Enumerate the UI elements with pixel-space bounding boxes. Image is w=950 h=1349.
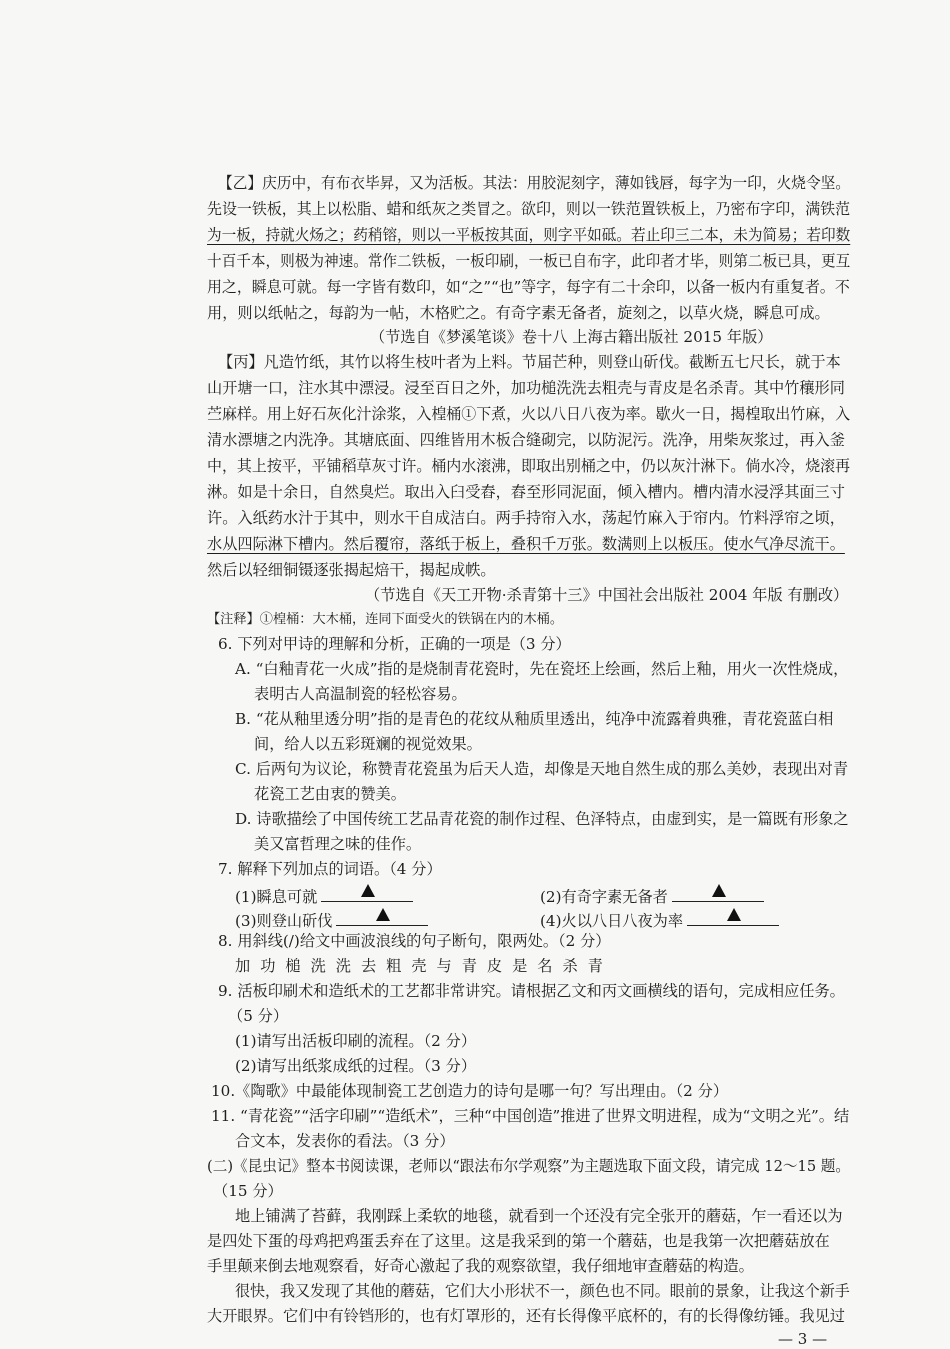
q6-option-a-cont: 表明古人高温制瓷的轻松容易。 — [254, 685, 467, 703]
section2-heading: (二)《昆虫记》整本书阅读课，老师以“跟法布尔学观察”为主题选取下面文段，请完成 12～15 题。 — [207, 1157, 851, 1175]
q6-option-a: A. “白釉青花一火成”指的是烧制青花瓷时，先在瓷坯上绘画，然后上釉，用火一次性烧成， — [235, 660, 849, 678]
passage-line-3: 手里颠来倒去地观察看，好奇心激起了我的观察欲望，我仔细地审查蘑菇的构造。 — [207, 1257, 754, 1275]
q6-option-d: D. 诗歌描绘了中国传统工艺品青花瓷的制作过程、色泽特点，由虚到实，是一篇既有形象之 — [235, 810, 849, 828]
q6-option-c: C. 后两句为议论，称赞青花瓷虽为后天人造，却像是天地自然生成的那么美妙，表现出对青 — [235, 760, 849, 778]
q6-option-d-cont: 美又富哲理之味的佳作。 — [254, 835, 422, 853]
bing-line-3: 苎麻样。用上好石灰化汁涂浆，入楻桶①下煮，火以八日八夜为率。歇火一日，揭楻取出竹麻，入 — [207, 405, 851, 423]
q9-sub-2: (2)请写出纸浆成纸的过程。（3 分） — [235, 1057, 477, 1075]
answer-blank[interactable] — [336, 907, 428, 926]
bing-source: （节选自《天工开物·杀青第十三》中国社会出版社 2004 年版 有删改） — [365, 586, 849, 604]
answer-blank[interactable] — [672, 883, 764, 902]
yi-line-6: 用，则以纸帖之，每韵为一帖，木格贮之。有奇字素无备者，旋刻之，以草火烧，瞬息可成。 — [207, 304, 830, 322]
page-number: — 3 — — [778, 1330, 828, 1348]
q8-sentence: 加功槌洗洗去粗壳与青皮是名杀青 — [235, 957, 613, 975]
q9-score: （5 分） — [228, 1007, 289, 1025]
yi-source: （节选自《梦溪笔谈》卷十八 上海古籍出版社 2015 年版） — [370, 328, 773, 346]
bing-line-7: 许。入纸药水汁于其中，则水干自成洁白。两手持帘入水，荡起竹麻入于帘内。竹料浮帘之顷， — [207, 509, 845, 527]
bing-line-8: 水从四际淋下槽内。然后覆帘，落纸于板上，叠积千万张。数满则上以板压。使水气净尽流干。 — [207, 535, 845, 553]
passage-line-2: 是四处下蛋的母鸡把鸡蛋丢弃在了这里。这是我采到的第一个蘑菇，也是我第一次把蘑菇放在 — [207, 1232, 830, 1250]
q6-option-b-cont: 间，给人以五彩斑斓的视觉效果。 — [254, 735, 482, 753]
q7-item-3 — [235, 907, 432, 931]
passage-line-1: 地上铺满了苔藓，我刚踩上柔软的地毯，就看到一个还没有完全张开的蘑菇，乍一看还以为 — [235, 1207, 843, 1225]
q6-option-c-cont: 花瓷工艺由衷的赞美。 — [254, 785, 406, 803]
section2-score: （15 分） — [213, 1182, 283, 1200]
passage-line-4: 很快，我又发现了其他的蘑菇，它们大小形状不一，颜色也不同。眼前的景象，让我这个新手 — [235, 1282, 850, 1300]
q9-stem: 9. 活板印刷术和造纸术的工艺都非常讲究。请根据乙文和丙文画横线的语句，完成相应任务。 — [218, 982, 845, 1000]
triangle-icon — [712, 884, 726, 897]
q6-stem: 6. 下列对甲诗的理解和分析，正确的一项是（3 分） — [218, 635, 571, 653]
q11-line-2: 合文本，发表你的看法。（3 分） — [235, 1132, 455, 1150]
q6-option-b: B. “花从釉里透分明”指的是青色的花纹从釉质里透出，纯净中流露着典雅，青花瓷蓝白相 — [235, 710, 834, 728]
q7-stem: 7. 解释下列加点的词语。（4 分） — [218, 860, 442, 878]
yi-line-3: 为一板，持就火炀之；药稍镕，则以一平板按其面，则字平如砥。若止印三二本，未为简易；若印数 — [207, 226, 851, 244]
q7-item-2-label: (2)有奇字素无备者 — [540, 888, 668, 906]
bing-line-1: 【丙】凡造竹纸，其竹以将生枝叶者为上料。节届芒种，则登山斫伐。截断五七尺长，就于本 — [218, 353, 841, 371]
q11-line-1: 11. “青花瓷”“活字印刷”“造纸术”，三种“中国创造”推进了世界文明进程，成为“文明之光”。结 — [211, 1107, 850, 1125]
q7-item-3-label: (3)则登山斫伐 — [235, 912, 333, 930]
q7-item-1-label: (1)瞬息可就 — [235, 888, 318, 906]
answer-blank[interactable] — [321, 883, 413, 902]
q8-stem: 8. 用斜线(/)给文中画波浪线的句子断句，限两处。（2 分） — [218, 932, 611, 950]
bing-line-6: 淋。如是十余日，自然臭烂。取出入臼受舂，舂至形同泥面，倾入槽内。槽内清水浸浮其面三寸 — [207, 483, 845, 501]
q7-item-4 — [540, 907, 783, 931]
bing-line-5: 中，其上按平，平铺稻草灰寸许。桶内水滚沸，即取出别桶之中，仍以灰汁淋下。倘水冷，烧滚再 — [207, 457, 851, 475]
yi-line-4: 十百千本，则极为神速。常作二铁板，一板印刷，一板已自布字，此印者才毕，则第二板已具，更互 — [207, 252, 851, 270]
q7-item-1 — [235, 883, 417, 907]
triangle-icon — [376, 908, 390, 921]
yi-line-5: 用之，瞬息可就。每一字皆有数印，如“之”“也”等字，每字有二十余印，以备一板内有重复者。不 — [207, 278, 850, 296]
q7-item-2 — [540, 883, 768, 907]
bing-line-4: 清水漂塘之内洗净。其塘底面、四维皆用木板合缝砌完，以防泥污。洗净，用柴灰浆过，再入釜 — [207, 431, 845, 449]
q9-sub-1: (1)请写出活板印刷的流程。（2 分） — [235, 1032, 477, 1050]
triangle-icon — [727, 908, 741, 921]
answer-blank[interactable] — [687, 907, 779, 926]
yi-line-2: 先设一铁板，其上以松脂、蜡和纸灰之类冒之。欲印，则以一铁范置铁板上，乃密布字印，满铁范 — [207, 200, 851, 218]
q10-stem: 10.《陶歌》中最能体现制瓷工艺创造力的诗句是哪一句？写出理由。（2 分） — [211, 1082, 729, 1100]
bing-line-2: 山开塘一口，注水其中漂浸。浸至百日之外，加功槌洗洗去粗壳与青皮是名杀青。其中竹穰形同 — [207, 379, 845, 397]
passage-line-5: 大开眼界。它们中有铃铛形的，也有灯罩形的，还有长得像平底杯的，有的长得像纺锤。我见过 — [207, 1307, 845, 1325]
q7-item-4-label: (4)火以八日八夜为率 — [540, 912, 684, 930]
bing-line-9: 然后以轻细铜镊逐张揭起焙干，揭起成帙。 — [207, 561, 496, 579]
yi-line-1: 【乙】庆历中，有布衣毕昇，又为活板。其法：用胶泥刻字，薄如钱唇，每字为一印，火烧令坚。 — [218, 174, 851, 192]
triangle-icon — [361, 884, 375, 897]
bing-note: 【注释】①楻桶：大木桶，连同下面受火的铁锅在内的木桶。 — [207, 612, 564, 627]
